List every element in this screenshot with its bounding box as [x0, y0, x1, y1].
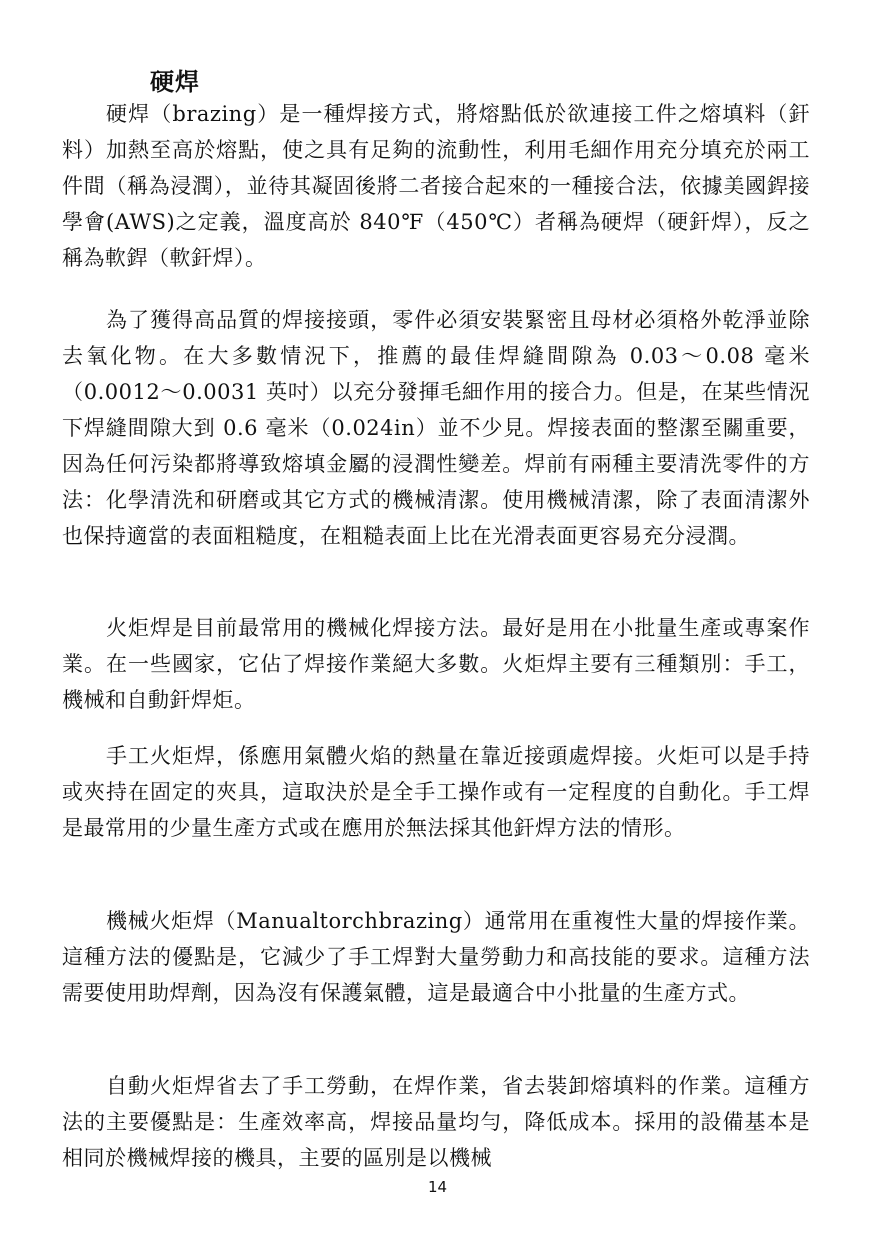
page-number: 14	[427, 1178, 448, 1196]
paragraph-joint-quality: 為了獲得高品質的焊接接頭，零件必須安裝緊密且母材必須格外乾淨並除去氧化物。在大多數情況下，推薦的最佳焊縫間隙為 0.03～0.08 毫米（0.0012～0.0031 英吋）以充分發揮毛細作用的接合力。但是，在某些情況下焊縫間隙大到 0.6 毫米（0.024in）並不少見。焊接表面的整潔至關重要，因為任何污染都將導致熔填金屬的浸潤性變差。焊前有兩種主要清洗零件的方法：化學清洗和研磨或其它方式的機械清潔。使用機械清潔，除了表面清潔外也保持適當的表面粗糙度，在粗糙表面上比在光滑表面更容易充分浸潤。	[62, 308, 810, 548]
paragraph-automatic-torch: 自動火炬焊省去了手工勞動，在焊作業，省去裝卸熔填料的作業。這種方法的主要優點是：生產效率高，焊接品量均勻，降低成本。採用的設備基本是相同於機械焊接的機具，主要的區別是以機械	[62, 1074, 810, 1170]
paragraph-manual-torch: 手工火炬焊，係應用氣體火焰的熱量在靠近接頭處焊接。火炬可以是手持或夾持在固定的夾具，這取決於是全手工操作或有一定程度的自動化。手工焊是最常用的少量生產方式或在應用於無法採其他釬焊方法的情形。	[62, 744, 810, 840]
paragraph-torch-brazing: 火炬焊是目前最常用的機械化焊接方法。最好是用在小批量生產或專案作業。在一些國家，它佔了焊接作業絕大多數。火炬焊主要有三種類別：手工，機械和自動釬焊炬。	[62, 616, 810, 712]
section-heading: 硬焊	[150, 68, 200, 96]
paragraph-machine-torch: 機械火炬焊（Manualtorchbrazing）通常用在重複性大量的焊接作業。這種方法的優點是，它減少了手工焊對大量勞動力和高技能的要求。這種方法需要使用助焊劑，因為沒有保護氣體，這是最適合中小批量的生產方式。	[62, 909, 810, 1005]
paragraph-brazing-definition: 硬焊（brazing）是一種焊接方式，將熔點低於欲連接工件之熔填料（釬料）加熱至高於熔點，使之具有足夠的流動性，利用毛細作用充分填充於兩工件間（稱為浸潤），並待其凝固後將二者接合起來的一種接合法，依據美國銲接學會(AWS)之定義，溫度高於 840℉（450℃）者稱為硬焊（硬釬焊），反之稱為軟銲（軟釬焊）。	[62, 102, 810, 270]
